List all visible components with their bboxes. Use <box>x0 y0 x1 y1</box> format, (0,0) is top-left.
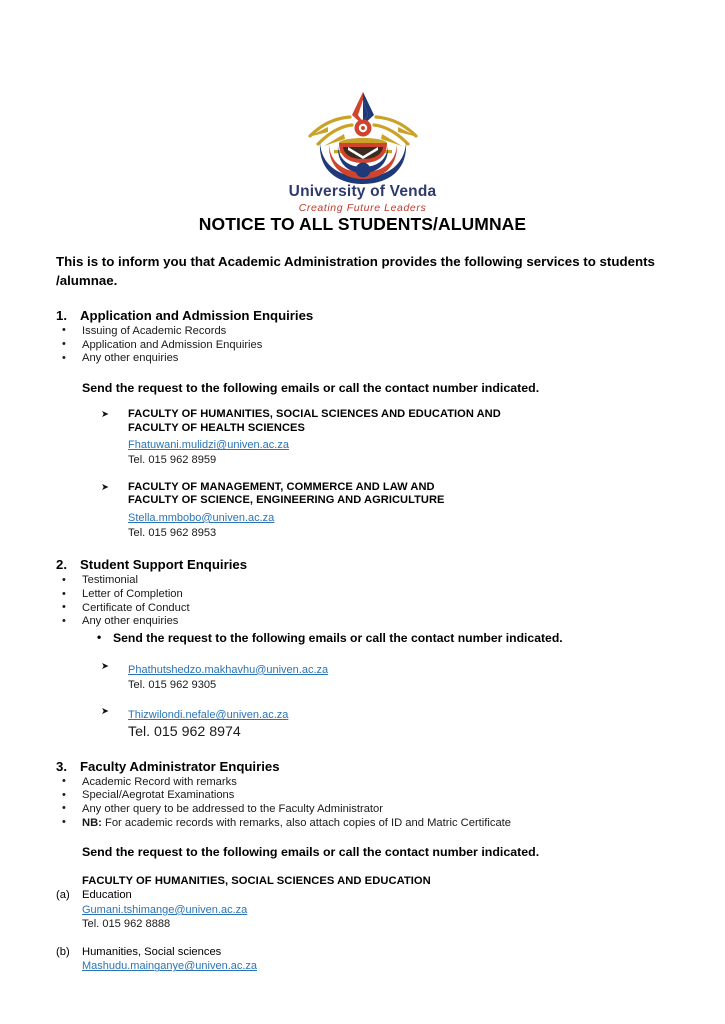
section-student-support-enquiries <box>0 556 725 741</box>
telephone-number: Tel. 015 962 9305 <box>128 678 217 691</box>
send-request-instruction: • Send the request to the following emails or call the contact number indicated. <box>113 631 725 647</box>
email-link[interactable]: Fhatuwani.mulidzi@univen.ac.za <box>128 439 289 452</box>
list-item: • Testimonial <box>82 574 725 588</box>
faculty-name-line: FACULTY OF SCIENCE, ENGINEERING AND AGRICULTURE <box>128 494 445 507</box>
section-title: Faculty Administrator Enquiries <box>80 758 280 774</box>
faculty-contact-block <box>128 408 725 468</box>
section-heading <box>56 556 725 573</box>
department-name: Humanities, Social sciences <box>82 945 222 958</box>
logo-university-name: University of Venda <box>288 183 437 200</box>
university-logo <box>0 84 725 214</box>
support-contact-block <box>128 660 725 692</box>
list-item: • Issuing of Academic Records <box>82 325 725 339</box>
section-heading <box>56 307 725 324</box>
faculty-name-line: ➤ FACULTY OF HUMANITIES, SOCIAL SCIENCES AND EDUCATION AND <box>128 407 501 420</box>
list-item-nb <box>82 817 725 831</box>
section-number: 1. <box>56 307 67 323</box>
email-link[interactable]: Gumani.tshimange@univen.ac.za <box>82 903 248 916</box>
venda-crest-icon <box>288 84 438 184</box>
list-marker: (b) <box>56 945 70 958</box>
list-item: • Special/Aegrotat Examinations <box>82 789 725 803</box>
section-bullet-list <box>0 574 725 628</box>
list-marker: (a) <box>56 889 70 902</box>
support-contact-list <box>0 660 725 742</box>
list-item: • Academic Record with remarks <box>82 776 725 790</box>
faculty-administrator-entry <box>56 945 725 974</box>
email-link[interactable]: Thizwilondi.nefale@univen.ac.za <box>128 709 289 722</box>
telephone-number: Tel. 015 962 8974 <box>128 724 241 741</box>
section-bullet-list <box>0 325 725 366</box>
nb-text: For academic records with remarks, also attach copies of ID and Matric Certificate <box>101 816 512 829</box>
email-link[interactable]: Mashudu.mainganye@univen.ac.za <box>82 960 258 973</box>
logo-tagline: Creating Future Leaders <box>298 201 427 214</box>
list-item: • Any other enquiries <box>82 352 725 366</box>
faculty-name-line: ➤ FACULTY OF MANAGEMENT, COMMERCE AND LAW AND <box>128 480 435 493</box>
send-request-instruction: Send the request to the following emails or call the contact number indicated. <box>82 845 540 860</box>
list-item: • Letter of Completion <box>82 588 725 602</box>
section-heading <box>56 758 725 775</box>
section-application-and-admission-enquiries <box>0 307 725 541</box>
spacer <box>0 692 725 705</box>
telephone-number: Tel. 015 962 8953 <box>128 526 217 539</box>
section-title: Application and Admission Enquiries <box>80 307 314 323</box>
section-number: 2. <box>56 557 67 573</box>
support-contact-block <box>128 705 725 741</box>
faculty-contact-block <box>128 481 725 541</box>
faculty-heading: FACULTY OF HUMANITIES, SOCIAL SCIENCES AND EDUCATION <box>82 875 431 888</box>
section-bullet-list <box>0 776 725 830</box>
faculty-contact-list <box>0 408 725 540</box>
section-number: 3. <box>56 758 67 774</box>
document-body <box>0 214 725 974</box>
section-title: Student Support Enquiries <box>80 557 248 573</box>
faculty-name-line: FACULTY OF HEALTH SCIENCES <box>128 421 305 434</box>
telephone-number: Tel. 015 962 8959 <box>128 454 217 467</box>
send-request-instruction: Send the request to the following emails or call the contact number indicated. <box>82 380 540 395</box>
faculty-administrator-entry <box>56 888 725 932</box>
spacer <box>0 468 725 481</box>
email-link[interactable]: Stella.mmbobo@univen.ac.za <box>128 511 275 524</box>
department-name: Education <box>82 889 132 902</box>
email-link[interactable]: Phathutshedzo.makhavhu@univen.ac.za <box>128 663 329 676</box>
nb-label: NB: <box>82 816 102 829</box>
list-item: • Any other enquiries <box>82 615 725 629</box>
section-faculty-administrator-enquiries <box>0 758 725 974</box>
list-item: • Application and Admission Enquiries <box>82 339 725 353</box>
list-item: • Any other query to be addressed to the Faculty Administrator <box>82 803 725 817</box>
list-item: • Certificate of Conduct <box>82 602 725 616</box>
faculty-administrator-list <box>0 888 725 974</box>
intro-paragraph: This is to inform you that Academic Administration provides the following services to students /alumnae. <box>56 254 655 288</box>
telephone-number: Tel. 015 962 8888 <box>82 918 171 931</box>
page-title: NOTICE TO ALL STUDENTS/ALUMNAE <box>198 214 527 234</box>
